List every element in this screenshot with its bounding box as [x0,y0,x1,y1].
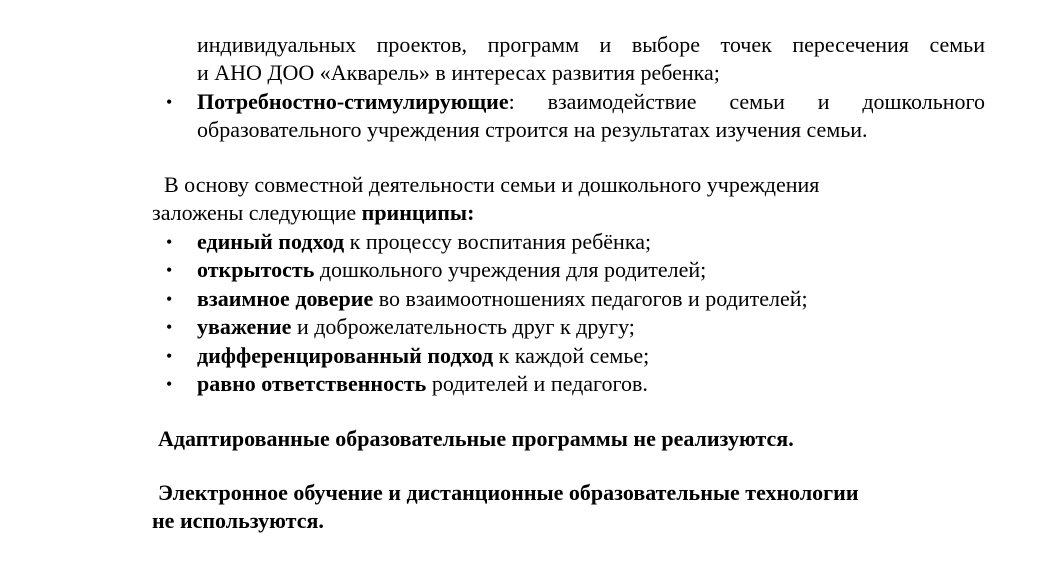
list-item-bold: открытость [197,257,315,282]
list-item [197,370,648,398]
needs-item-bold: Потребностно-стимулирующие [197,89,509,114]
intro-line-2: и АНО ДОО «Акварель» в интересах развития ребенка; [197,60,720,85]
list-item [197,256,706,284]
needs-item-line-2: образовательного учреждения строится на результатах изучения семьи. [197,117,868,142]
elearning-text-1: Электронное обучение и дистанционные образовательные технологии [158,480,859,505]
elearning-line-1 [158,479,859,507]
principles-intro-plain: заложены следующие [152,200,362,225]
list-item-text: и доброжелательность друг к другу; [291,314,635,339]
list-item [197,342,649,370]
elearning-text-2: не используются. [152,508,324,533]
list-item-bold: единый подход [197,229,345,254]
bullet-marker: • [166,260,173,280]
list-item-text: дошкольного учреждения для родителей; [314,257,707,282]
bullet-marker: • [166,317,173,337]
list-item-bold: взаимное доверие [197,286,374,311]
bullet-marker: • [166,374,173,394]
principles-intro-line-2 [152,199,474,227]
adapted-programs-text: Адаптированные образовательные программы не реализуются. [158,426,794,451]
list-item-text: во взаимоотношениях педагогов и родителей; [373,286,808,311]
list-item-text: к процессу воспитания ребёнка; [344,229,652,254]
list-item-bold: уважение [197,314,292,339]
elearning-line-2 [152,507,324,535]
bullet-marker: • [166,289,173,309]
bullet-marker: • [166,232,173,252]
list-item [197,285,808,313]
list-item-text: к каждой семье; [493,343,650,368]
list-item-text: родителей и педагогов. [426,371,648,396]
list-item [197,228,651,256]
list-item-bold: равно ответственность [197,371,427,396]
needs-item-line-1 [197,88,985,116]
principles-intro-line-1: В основу совместной деятельности семьи и дошкольного учреждения [164,172,820,197]
adapted-programs-statement [158,425,794,453]
principles-heading: принципы: [361,200,475,225]
intro-line-1: индивидуальных проектов, программ и выборе точек пересечения семьи [197,32,985,57]
bullet-marker: • [166,346,173,366]
list-item [197,313,635,341]
bullet-marker: • [166,92,173,112]
needs-item-rest: : взаимодействие семьи и дошкольного [508,89,985,114]
list-item-bold: дифференцированный подход [197,343,494,368]
